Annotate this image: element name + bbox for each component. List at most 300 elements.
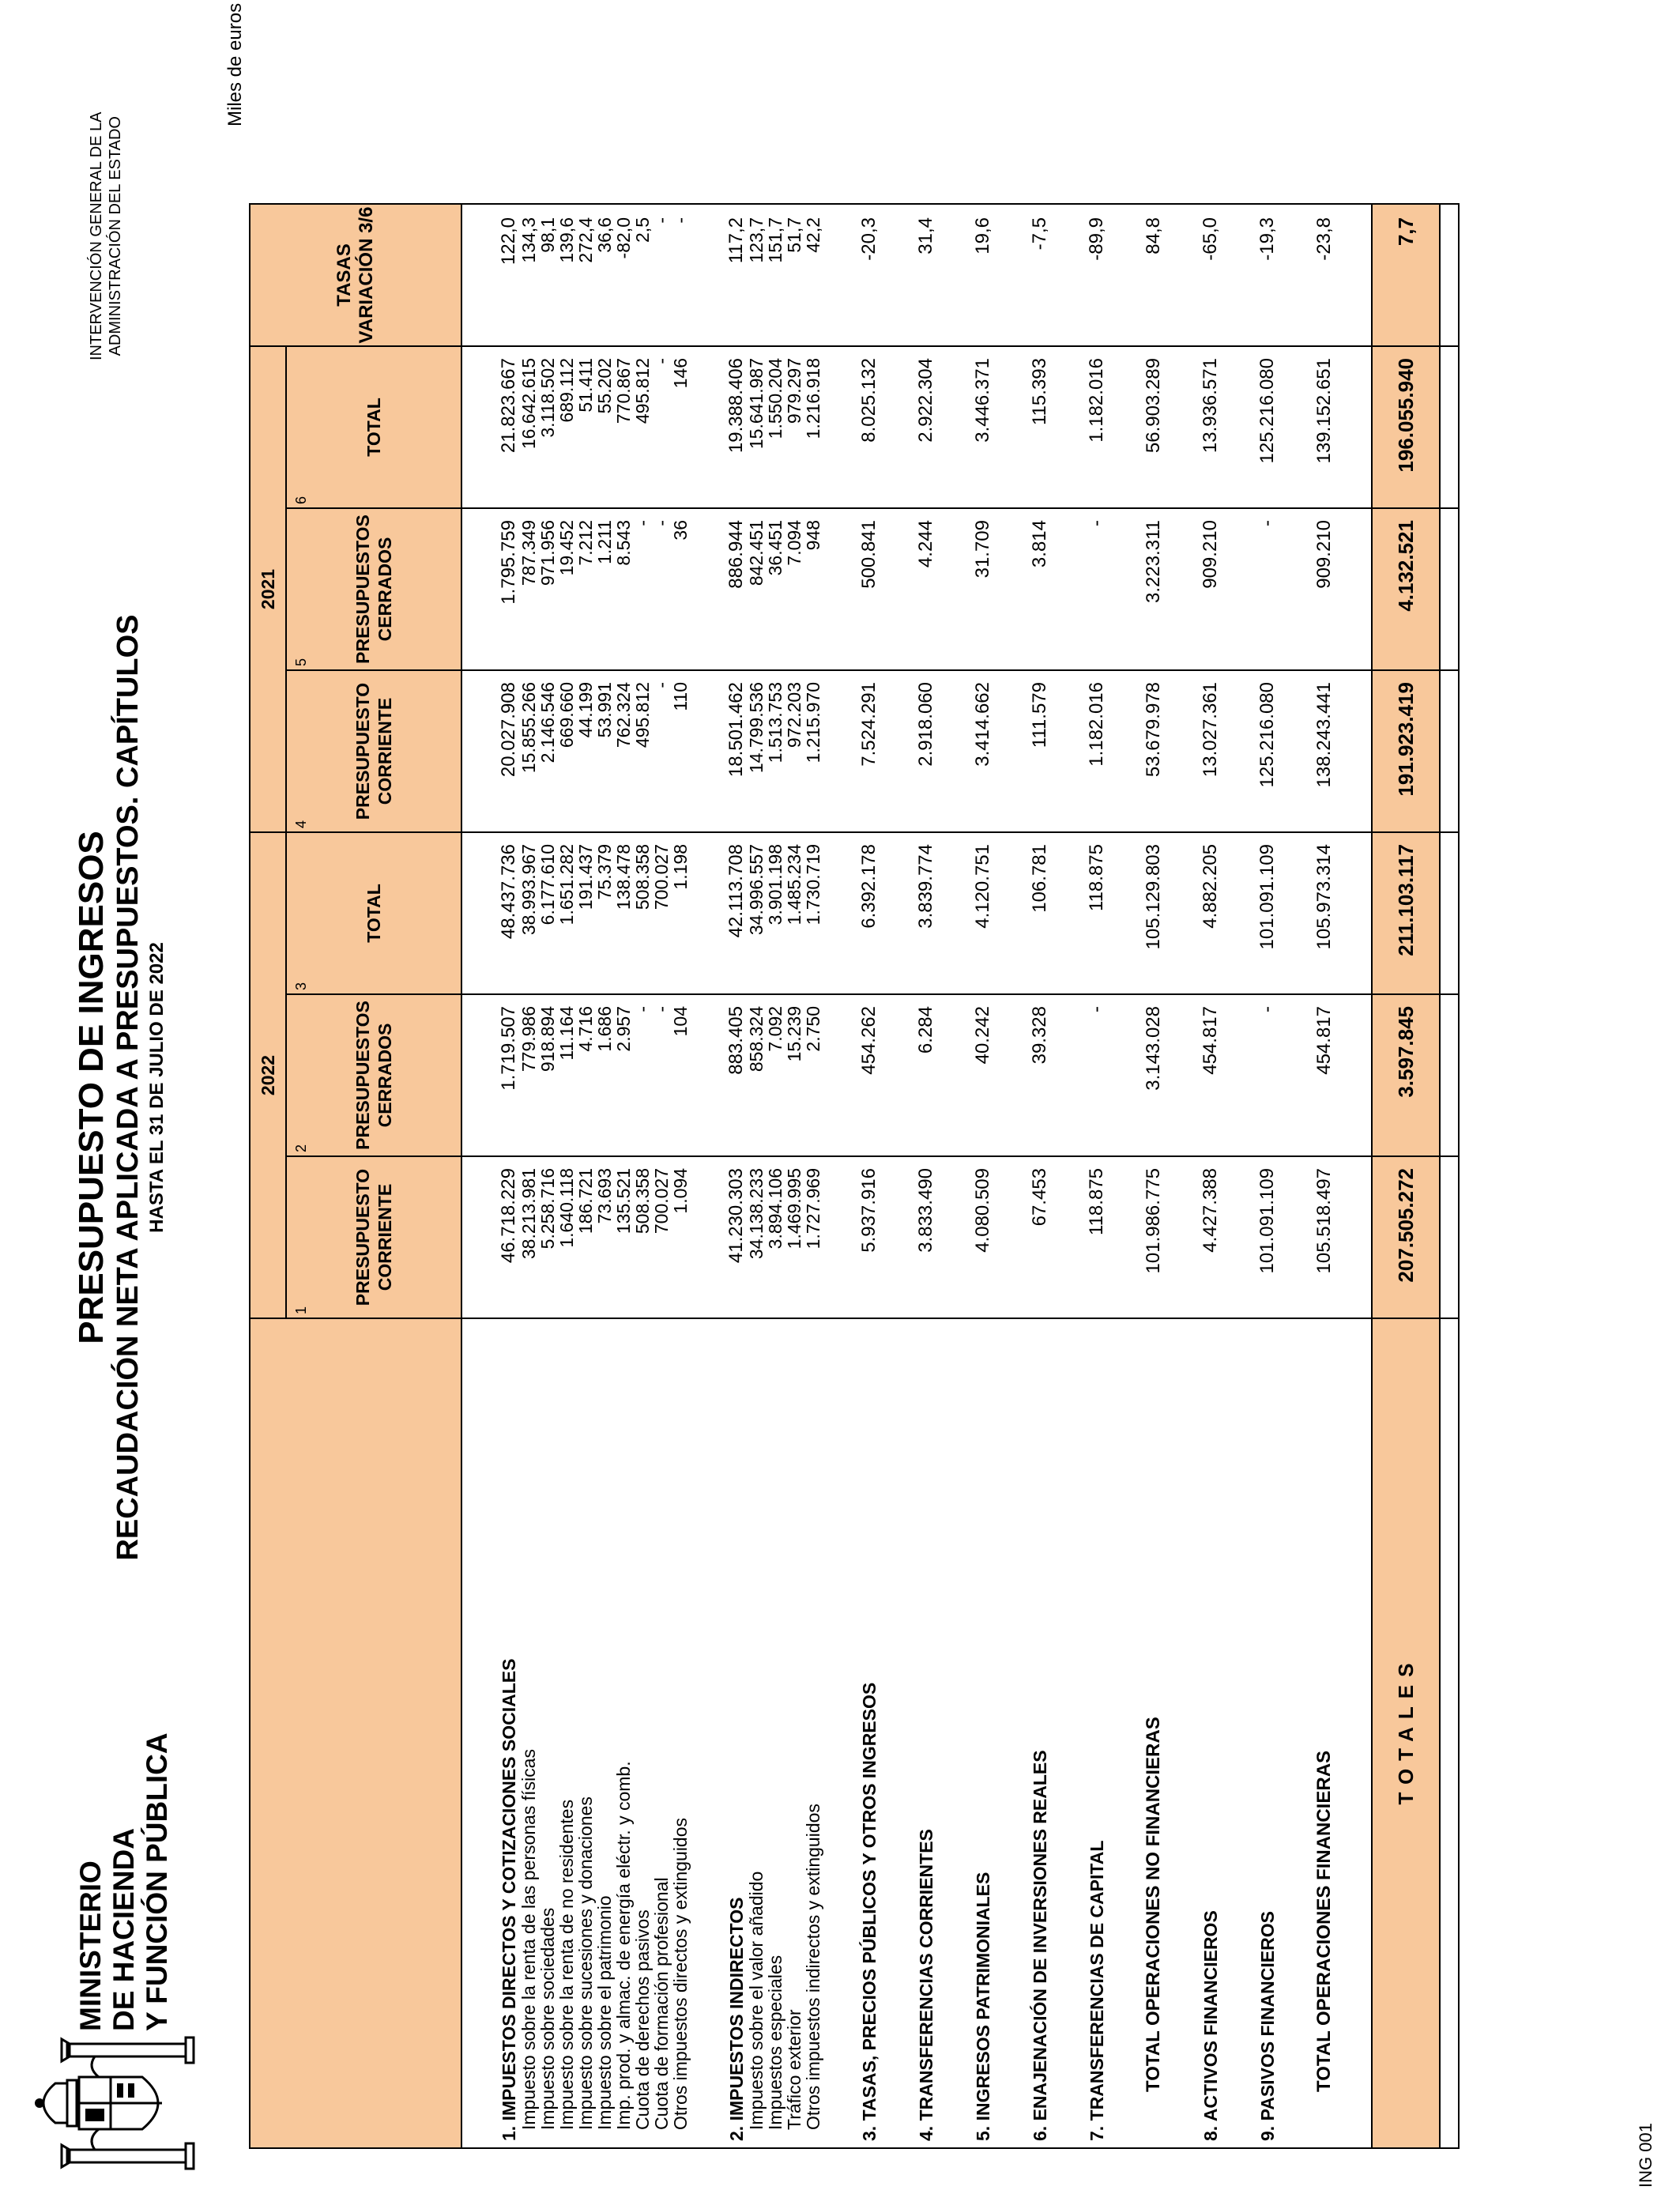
value-cell: 858.324 [747, 994, 766, 1156]
value-cell: 135.521 [614, 1156, 633, 1318]
intervencion-line: ADMINISTRACIÓN DEL ESTADO [107, 116, 124, 356]
value-cell: 7.524.291 [859, 670, 880, 832]
rate-cell: 117,2 [726, 204, 747, 346]
rate-cell: 122,0 [499, 204, 519, 346]
row-label: 2. IMPUESTOS INDIRECTOS [726, 1318, 747, 2148]
value-cell: 18.501.462 [726, 670, 747, 832]
spacer-cell [1221, 994, 1257, 1156]
value-cell: 20.027.908 [499, 670, 519, 832]
value-cell: 39.328 [1030, 994, 1050, 1156]
rate-cell: 51,7 [785, 204, 804, 346]
spacer-cell [1440, 994, 1459, 1156]
spacer-cell [1221, 1318, 1257, 2148]
rate-cell: -7,5 [1030, 204, 1050, 346]
item-row [671, 204, 690, 2148]
intervencion-line: INTERVENCIÓN GENERAL DE LA [88, 111, 105, 360]
spacer-cell [1335, 1318, 1372, 2148]
spacer-cell [936, 994, 973, 1156]
value-cell: 700.027 [652, 1156, 671, 1318]
value-cell: 495.812 [633, 670, 652, 832]
chapter-row [973, 204, 993, 2148]
spacer-cell [1440, 832, 1459, 994]
col-number: 1 [293, 1306, 309, 1314]
value-cell: 1.640.118 [557, 1156, 576, 1318]
value-cell: 3.143.028 [1143, 994, 1164, 1156]
spacer-row [1107, 204, 1143, 2148]
row-label: TOTAL OPERACIONES NO FINANCIERAS [1143, 1318, 1164, 2148]
value-cell: 14.799.536 [747, 670, 766, 832]
value-cell: 138.478 [614, 832, 633, 994]
spacer-cell [1107, 832, 1143, 994]
value-cell: 7.092 [766, 994, 785, 1156]
spacer-cell [1164, 346, 1200, 508]
spacer-row [993, 204, 1030, 2148]
spacer-cell [880, 832, 916, 994]
value-cell: 689.112 [557, 346, 576, 508]
spacer-cell [936, 1156, 973, 1318]
value-cell: 146 [671, 346, 690, 508]
value-cell: 6.177.610 [538, 832, 557, 994]
value-cell: 1.651.282 [557, 832, 576, 994]
col-header-pc-2022 [286, 1156, 461, 1318]
spacer-cell [1164, 670, 1200, 832]
value-cell: 51.411 [576, 346, 595, 508]
rate-cell: 7,7 [1372, 204, 1440, 346]
value-cell: 13.936.571 [1200, 346, 1221, 508]
spacer-cell [1335, 204, 1372, 346]
value-cell: 1.216.918 [804, 346, 823, 508]
spacer-cell [690, 994, 726, 1156]
value-cell: 454.262 [859, 994, 880, 1156]
spacer-cell [1278, 346, 1314, 508]
spacer-cell [993, 670, 1030, 832]
value-cell: 105.973.314 [1314, 832, 1335, 994]
spacer-cell [1164, 994, 1200, 1156]
coat-of-arms-icon [24, 2028, 205, 2178]
value-cell: 7.094 [785, 508, 804, 670]
spacer-cell [1050, 1156, 1087, 1318]
spacer-row [936, 204, 973, 2148]
value-cell: 15.641.987 [747, 346, 766, 508]
row-label: 9. PASIVOS FINANCIEROS [1257, 1318, 1278, 2148]
spacer-cell [993, 1156, 1030, 1318]
spacer-cell [690, 346, 726, 508]
item-row [595, 204, 614, 2148]
spacer-cell [1050, 204, 1087, 346]
report-title: PRESUPUESTO DE INGRESOS [72, 831, 111, 1344]
spacer-row [880, 204, 916, 2148]
value-cell: 67.453 [1030, 1156, 1050, 1318]
spacer-cell [1278, 508, 1314, 670]
rate-cell: 134,3 [519, 204, 538, 346]
value-cell: 44.199 [576, 670, 595, 832]
spacer-cell [936, 1318, 973, 2148]
spacer-cell [1221, 670, 1257, 832]
value-cell: 700.027 [652, 832, 671, 994]
spacer-cell [1440, 346, 1459, 508]
value-cell: 11.164 [557, 994, 576, 1156]
spacer-cell [461, 832, 499, 994]
value-cell: 196.055.940 [1372, 346, 1440, 508]
units-label: Miles de euros [224, 2, 246, 126]
value-cell: 118.875 [1087, 1156, 1107, 1318]
row-label: TOTAL OPERACIONES FINANCIERAS [1314, 1318, 1335, 2148]
spacer-cell [880, 204, 916, 346]
chapter-row [1257, 204, 1278, 2148]
ministry-line: MINISTERIO [74, 1860, 107, 2031]
value-cell: 36 [671, 508, 690, 670]
document-code: ING 001 [1636, 2123, 1656, 2188]
value-cell: 4.120.751 [973, 832, 993, 994]
value-cell: 125.216.080 [1257, 346, 1278, 508]
value-cell: 4.244 [916, 508, 936, 670]
spacer-cell [823, 1156, 859, 1318]
value-cell: 1.513.753 [766, 670, 785, 832]
value-cell: 139.152.651 [1314, 346, 1335, 508]
row-label: Impuesto sobre sociedades [538, 1318, 557, 2148]
spacer-cell [1440, 670, 1459, 832]
rate-cell: -89,9 [1087, 204, 1107, 346]
intervencion-general [87, 111, 125, 360]
value-cell: 101.986.775 [1143, 1156, 1164, 1318]
col-number: 2 [293, 1144, 309, 1152]
value-cell: - [1087, 508, 1107, 670]
spacer-cell [461, 346, 499, 508]
value-cell: 34.138.233 [747, 1156, 766, 1318]
spacer-cell [936, 508, 973, 670]
spacer-row [1050, 204, 1087, 2148]
spacer-cell [993, 832, 1030, 994]
rate-cell: 31,4 [916, 204, 936, 346]
value-cell: 38.993.967 [519, 832, 538, 994]
rate-cell: 123,7 [747, 204, 766, 346]
rate-cell: 19,6 [973, 204, 993, 346]
item-row [766, 204, 785, 2148]
value-cell: 21.823.667 [499, 346, 519, 508]
value-cell: 34.996.557 [747, 832, 766, 994]
ministry-line: DE HACIENDA [107, 1828, 140, 2031]
value-cell: 3.223.311 [1143, 508, 1164, 670]
value-cell: 454.817 [1314, 994, 1335, 1156]
value-cell: 53.991 [595, 670, 614, 832]
value-cell: 8.025.132 [859, 346, 880, 508]
spacer-cell [1440, 204, 1459, 346]
rate-header: TASAS VARIACIÓN 3/6 [250, 204, 461, 346]
value-cell: 111.579 [1030, 670, 1050, 832]
value-cell: 1.730.719 [804, 832, 823, 994]
spacer-cell [690, 1318, 726, 2148]
value-cell: 191.437 [576, 832, 595, 994]
value-cell: 36.451 [766, 508, 785, 670]
spacer-row [1440, 204, 1459, 2148]
col-header-pc-2021 [286, 670, 461, 832]
row-label: Cuota de formación profesional [652, 1318, 671, 2148]
item-row [785, 204, 804, 2148]
value-cell: - [1087, 994, 1107, 1156]
chapter-row [916, 204, 936, 2148]
value-cell: 4.080.509 [973, 1156, 993, 1318]
spacer-cell [823, 346, 859, 508]
row-label: TOTALES [1372, 1318, 1440, 2148]
spacer-cell [1221, 832, 1257, 994]
spacer-cell [1335, 1156, 1372, 1318]
value-cell: 495.812 [633, 346, 652, 508]
value-cell: 3.901.198 [766, 832, 785, 994]
rate-cell: -82,0 [614, 204, 633, 346]
rate-cell: 42,2 [804, 204, 823, 346]
spacer-cell [880, 1156, 916, 1318]
col-header-label: TOTAL [363, 398, 384, 457]
spacer-cell [1335, 994, 1372, 1156]
row-label: Tráfico exterior [785, 1318, 804, 2148]
value-cell: 48.437.736 [499, 832, 519, 994]
spacer-row [1335, 204, 1372, 2148]
spacer-cell [936, 204, 973, 346]
spacer-cell [1107, 346, 1143, 508]
spacer-cell [823, 670, 859, 832]
value-cell: 918.894 [538, 994, 557, 1156]
value-cell: 1.469.995 [785, 1156, 804, 1318]
row-label: Impuesto sobre la renta de las personas físicas [519, 1318, 538, 2148]
value-cell: 1.727.969 [804, 1156, 823, 1318]
spacer-cell [461, 994, 499, 1156]
value-cell: 8.543 [614, 508, 633, 670]
value-cell: 971.956 [538, 508, 557, 670]
item-row [804, 204, 823, 2148]
chapter-row [859, 204, 880, 2148]
value-cell: 1.485.234 [785, 832, 804, 994]
year-2021-header: 2021 [250, 346, 286, 832]
value-cell: 1.550.204 [766, 346, 785, 508]
chapter-row [1030, 204, 1050, 2148]
spacer-cell [690, 1156, 726, 1318]
spacer-cell [1107, 1156, 1143, 1318]
value-cell: - [652, 346, 671, 508]
value-cell: 1.094 [671, 1156, 690, 1318]
spacer-row [1221, 204, 1257, 2148]
value-cell: 4.132.521 [1372, 508, 1440, 670]
value-cell: 101.091.109 [1257, 832, 1278, 994]
value-cell: 125.216.080 [1257, 670, 1278, 832]
spacer-cell [1278, 1156, 1314, 1318]
value-cell: 105.518.497 [1314, 1156, 1335, 1318]
rate-cell: -65,0 [1200, 204, 1221, 346]
value-cell: - [652, 508, 671, 670]
value-cell: 1.795.759 [499, 508, 519, 670]
value-cell: 3.597.845 [1372, 994, 1440, 1156]
value-cell: 909.210 [1314, 508, 1335, 670]
value-cell: - [1257, 508, 1278, 670]
spacer-cell [461, 204, 499, 346]
rate-cell: 36,6 [595, 204, 614, 346]
row-label: 3. TASAS, PRECIOS PÚBLICOS Y OTROS INGRESOS [859, 1318, 880, 2148]
rate-cell: 272,4 [576, 204, 595, 346]
spacer-cell [1440, 1318, 1459, 2148]
spacer-row [690, 204, 726, 2148]
chapter-row [1087, 204, 1107, 2148]
col-number: 4 [293, 820, 309, 828]
item-row [614, 204, 633, 2148]
spacer-cell [1050, 508, 1087, 670]
value-cell: 2.750 [804, 994, 823, 1156]
value-cell: 979.297 [785, 346, 804, 508]
spacer-cell [880, 670, 916, 832]
row-label: Otros impuestos indirectos y extinguidos [804, 1318, 823, 2148]
value-cell: - [652, 670, 671, 832]
spacer-cell [993, 346, 1030, 508]
spacer-cell [1164, 1156, 1200, 1318]
spacer-cell [880, 994, 916, 1156]
spacer-cell [1221, 346, 1257, 508]
value-cell: 42.113.708 [726, 832, 747, 994]
value-cell: 508.358 [633, 832, 652, 994]
value-cell: 762.324 [614, 670, 633, 832]
spacer-cell [690, 508, 726, 670]
spacer-cell [1440, 1156, 1459, 1318]
value-cell: 2.957 [614, 994, 633, 1156]
col-number: 5 [293, 658, 309, 666]
spacer-cell [1164, 508, 1200, 670]
value-cell: - [652, 994, 671, 1156]
value-cell: 454.817 [1200, 994, 1221, 1156]
value-cell: 508.358 [633, 1156, 652, 1318]
subtotal-row [1314, 204, 1335, 2148]
col-header-pcr-2022 [286, 994, 461, 1156]
value-cell: 138.243.441 [1314, 670, 1335, 832]
value-cell: 886.944 [726, 508, 747, 670]
spacer-row [823, 204, 859, 2148]
table-body [461, 204, 1459, 2148]
grand-total-row [1372, 204, 1440, 2148]
rate-cell: 2,5 [633, 204, 652, 346]
row-label: 6. ENAJENACIÓN DE INVERSIONES REALES [1030, 1318, 1050, 2148]
spacer-cell [1278, 204, 1314, 346]
spacer-cell [461, 670, 499, 832]
spacer-cell [1221, 204, 1257, 346]
rate-cell: - [671, 204, 690, 346]
col-header-label: PRESUPUESTO CORRIENTE [352, 1168, 395, 1306]
value-cell: 1.182.016 [1087, 346, 1107, 508]
spacer-cell [1164, 204, 1200, 346]
spacer-cell [1050, 346, 1087, 508]
spacer-cell [1278, 1318, 1314, 2148]
header-blank-cell [250, 1318, 461, 2148]
spacer-cell [1050, 1318, 1087, 2148]
value-cell: 1.198 [671, 832, 690, 994]
row-label: 7. TRANSFERENCIAS DE CAPITAL [1087, 1318, 1107, 2148]
spacer-cell [880, 508, 916, 670]
spacer-cell [1164, 1318, 1200, 2148]
row-label: Impuesto sobre la renta de no residentes [557, 1318, 576, 2148]
value-cell: 3.446.371 [973, 346, 993, 508]
row-label: Otros impuestos directos y extinguidos [671, 1318, 690, 2148]
col-header-label: TOTAL [363, 884, 384, 943]
spacer-cell [823, 994, 859, 1156]
item-row [519, 204, 538, 2148]
value-cell: 500.841 [859, 508, 880, 670]
spacer-row [1164, 204, 1200, 2148]
item-row [538, 204, 557, 2148]
row-label: Imp. prod. y almac. de energía eléctr. y comb. [614, 1318, 633, 2148]
row-label: Impuesto sobre sucesiones y donaciones [576, 1318, 595, 2148]
chapter-row [726, 204, 747, 2148]
value-cell: 779.986 [519, 994, 538, 1156]
value-cell: 13.027.361 [1200, 670, 1221, 832]
value-cell: 115.393 [1030, 346, 1050, 508]
value-cell: 2.146.546 [538, 670, 557, 832]
value-cell: 3.833.490 [916, 1156, 936, 1318]
value-cell: 842.451 [747, 508, 766, 670]
value-cell: 909.210 [1200, 508, 1221, 670]
value-cell: - [1257, 994, 1278, 1156]
col-number: 3 [293, 982, 309, 990]
value-cell: 104 [671, 994, 690, 1156]
spacer-cell [1050, 670, 1087, 832]
value-cell: - [633, 508, 652, 670]
spacer-cell [1335, 508, 1372, 670]
row-label: Impuesto sobre el valor añadido [747, 1318, 766, 2148]
spacer-cell [461, 508, 499, 670]
item-row [557, 204, 576, 2148]
report-titles [73, 613, 169, 1562]
report-subtitle: RECAUDACIÓN NETA APLICADA A PRESUPUESTOS. CAPÍTULOS [111, 614, 145, 1561]
value-cell: 4.882.205 [1200, 832, 1221, 994]
value-cell: 5.937.916 [859, 1156, 880, 1318]
item-row [747, 204, 766, 2148]
value-cell: 19.388.406 [726, 346, 747, 508]
spacer-cell [1107, 1318, 1143, 2148]
value-cell: 3.118.502 [538, 346, 557, 508]
value-cell: 3.414.662 [973, 670, 993, 832]
spacer-cell [823, 1318, 859, 2148]
value-cell: 118.875 [1087, 832, 1107, 994]
value-cell: 46.718.229 [499, 1156, 519, 1318]
spacer-cell [993, 204, 1030, 346]
value-cell: 6.392.178 [859, 832, 880, 994]
spacer-cell [690, 204, 726, 346]
value-cell: 787.349 [519, 508, 538, 670]
spacer-cell [1278, 670, 1314, 832]
rate-cell: -23,8 [1314, 204, 1335, 346]
value-cell: 1.182.016 [1087, 670, 1107, 832]
spacer-cell [1335, 670, 1372, 832]
value-cell: 41.230.303 [726, 1156, 747, 1318]
value-cell: 1.719.507 [499, 994, 519, 1156]
spacer-cell [1107, 994, 1143, 1156]
value-cell: 19.452 [557, 508, 576, 670]
value-cell: 3.839.774 [916, 832, 936, 994]
value-cell: 40.242 [973, 994, 993, 1156]
chapter-row [1200, 204, 1221, 2148]
spacer-cell [993, 994, 1030, 1156]
value-cell: 1.215.970 [804, 670, 823, 832]
value-cell: 1.686 [595, 994, 614, 1156]
rate-cell: -19,3 [1257, 204, 1278, 346]
ministry-line: Y FUNCIÓN PÚBLICA [141, 1732, 173, 2031]
value-cell: 16.642.615 [519, 346, 538, 508]
value-cell: 207.505.272 [1372, 1156, 1440, 1318]
spacer-cell [1164, 832, 1200, 994]
report-date: HASTA EL 31 DE JULIO DE 2022 [146, 942, 168, 1233]
value-cell: 101.091.109 [1257, 1156, 1278, 1318]
value-cell: 669.660 [557, 670, 576, 832]
value-cell: 73.693 [595, 1156, 614, 1318]
value-cell: 4.427.388 [1200, 1156, 1221, 1318]
row-label: 5. INGRESOS PATRIMONIALES [973, 1318, 993, 2148]
rate-cell: -20,3 [859, 204, 880, 346]
ministry-name [74, 1732, 174, 2031]
row-label: Impuesto sobre el patrimonio [595, 1318, 614, 2148]
